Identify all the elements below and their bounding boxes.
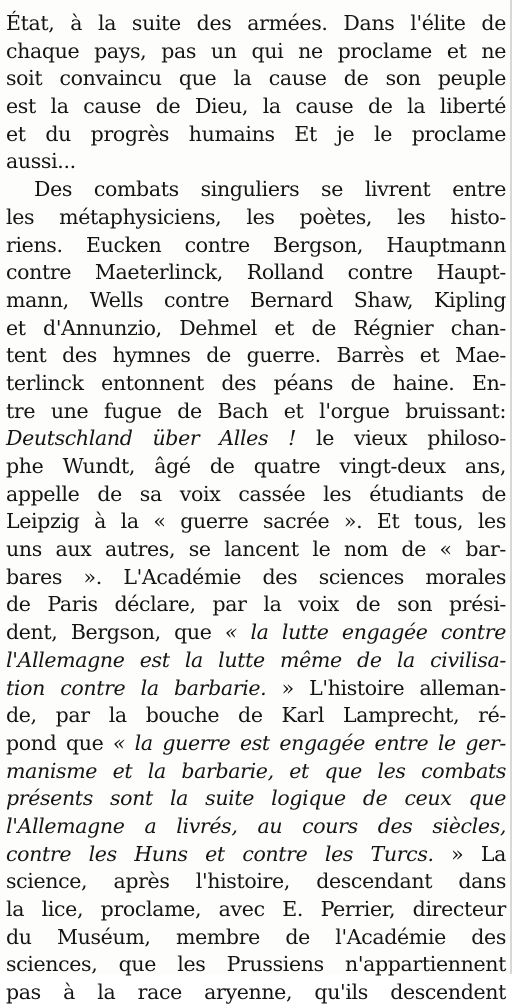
text-line (6, 924, 506, 952)
text-line (6, 841, 506, 869)
body-text: » L'histoire alleman- (266, 675, 506, 700)
text-line (6, 176, 506, 204)
text-line (6, 287, 506, 315)
body-text: de, par la bouche de Karl Lamprecht, ré- (6, 703, 506, 728)
body-text: » La (433, 841, 506, 866)
body-text: contre Maeterlinck, Rolland contre Haupt- (6, 260, 506, 285)
italic-text: présents sont la suite logique de ceux que (6, 786, 506, 811)
body-text: mann, Wells contre Bernard Shaw, Kipling (6, 287, 506, 312)
body-text: de Paris déclare, par la voix de son prési- (6, 592, 506, 617)
body-text: État, à la suite des armées. Dans l'élite de (6, 11, 506, 35)
text-line (6, 425, 506, 453)
body-text: tre une fugue de Bach et l'orgue bruissant: (6, 398, 506, 423)
text-line (6, 65, 506, 93)
body-text: terlinck entonnent des péans de haine. En- (6, 370, 506, 395)
text-line (6, 951, 506, 979)
text-line (6, 675, 506, 703)
italic-text: Deutschland über Alles ! (6, 426, 296, 451)
body-text: appelle de sa voix cassée les étudiants de (6, 481, 506, 506)
text-line (6, 370, 506, 398)
text-line (6, 232, 506, 260)
text-line (6, 702, 506, 730)
body-text: riens. Eucken contre Bergson, Hauptmann (6, 232, 506, 257)
text-line (6, 259, 506, 287)
body-text: et du progrès humains Et je le proclame (6, 121, 506, 146)
text-line (6, 342, 506, 370)
text-line (6, 647, 506, 675)
text-line (6, 315, 506, 343)
body-text: la lice, proclame, avec E. Perrier, directeur (6, 897, 506, 921)
text-line (6, 536, 506, 564)
body-text: uns aux autres, se lancent le nom de « bar- (6, 537, 506, 562)
text-line (6, 508, 506, 536)
italic-text: tion contre la barbarie. (6, 675, 267, 700)
text-line (6, 453, 506, 481)
italic-text: contre les Huns et contre les Turcs. (6, 841, 434, 866)
text-line (6, 204, 506, 232)
text-line (6, 896, 506, 924)
body-text: aussi... (6, 149, 76, 174)
italic-text: l'Allemagne est la lutte même de la civilisa- (6, 647, 506, 672)
text-line (6, 813, 506, 841)
text-line (6, 121, 506, 149)
body-text: phe Wundt, âgé de quatre vingt-deux ans, (6, 454, 506, 478)
text-line (6, 591, 506, 619)
body-text: chaque pays, pas un qui ne proclame et ne (6, 38, 506, 63)
body-text: et d'Annunzio, Dehmel et de Régnier chan- (6, 315, 506, 340)
text-line (6, 93, 506, 121)
body-text: science, après l'histoire, descendant dans (6, 869, 506, 894)
text-line (6, 979, 506, 1007)
body-text: pas à la race aryenne, qu'ils descendent (6, 980, 506, 1005)
body-text: sciences, que les Prussiens n'appartiennent (6, 952, 506, 977)
body-text: dent, Bergson, que (6, 620, 225, 645)
text-line (6, 398, 506, 426)
italic-text: manisme et la barbarie, et que les combats (6, 758, 506, 783)
body-text: le vieux philoso- (296, 426, 507, 451)
body-text: du Muséum, membre de l'Académie des (6, 924, 506, 949)
text-line (6, 619, 506, 647)
italic-text: « la guerre est engagée entre le ger- (112, 730, 506, 755)
text-line (6, 564, 506, 592)
body-text: est la cause de Dieu, la cause de la liberté (6, 94, 506, 119)
text-line (6, 10, 506, 38)
body-text: Des combats singuliers se livrent entre (34, 177, 506, 202)
body-text: Leipzig à la « guerre sacrée ». Et tous, les (6, 509, 506, 534)
italic-text: l'Allemagne a livrés, au cours des siècles, (6, 813, 506, 838)
text-line (6, 868, 506, 896)
body-text: soit convaincu que la cause de son peuple (6, 66, 506, 91)
italic-text: « la lutte engagée contre (224, 620, 507, 645)
text-line (6, 758, 506, 786)
text-line (6, 730, 506, 758)
body-text: pond que (6, 730, 113, 755)
text-line (6, 481, 506, 509)
text-column (6, 10, 506, 1007)
body-text: les métaphysiciens, les poètes, les histo- (6, 204, 506, 229)
body-text: tent des hymnes de guerre. Barrès et Mae- (6, 343, 506, 368)
text-line (6, 785, 506, 813)
body-text: bares ». L'Académie des sciences morales (6, 564, 506, 589)
text-line (6, 38, 506, 66)
text-line (6, 148, 506, 176)
